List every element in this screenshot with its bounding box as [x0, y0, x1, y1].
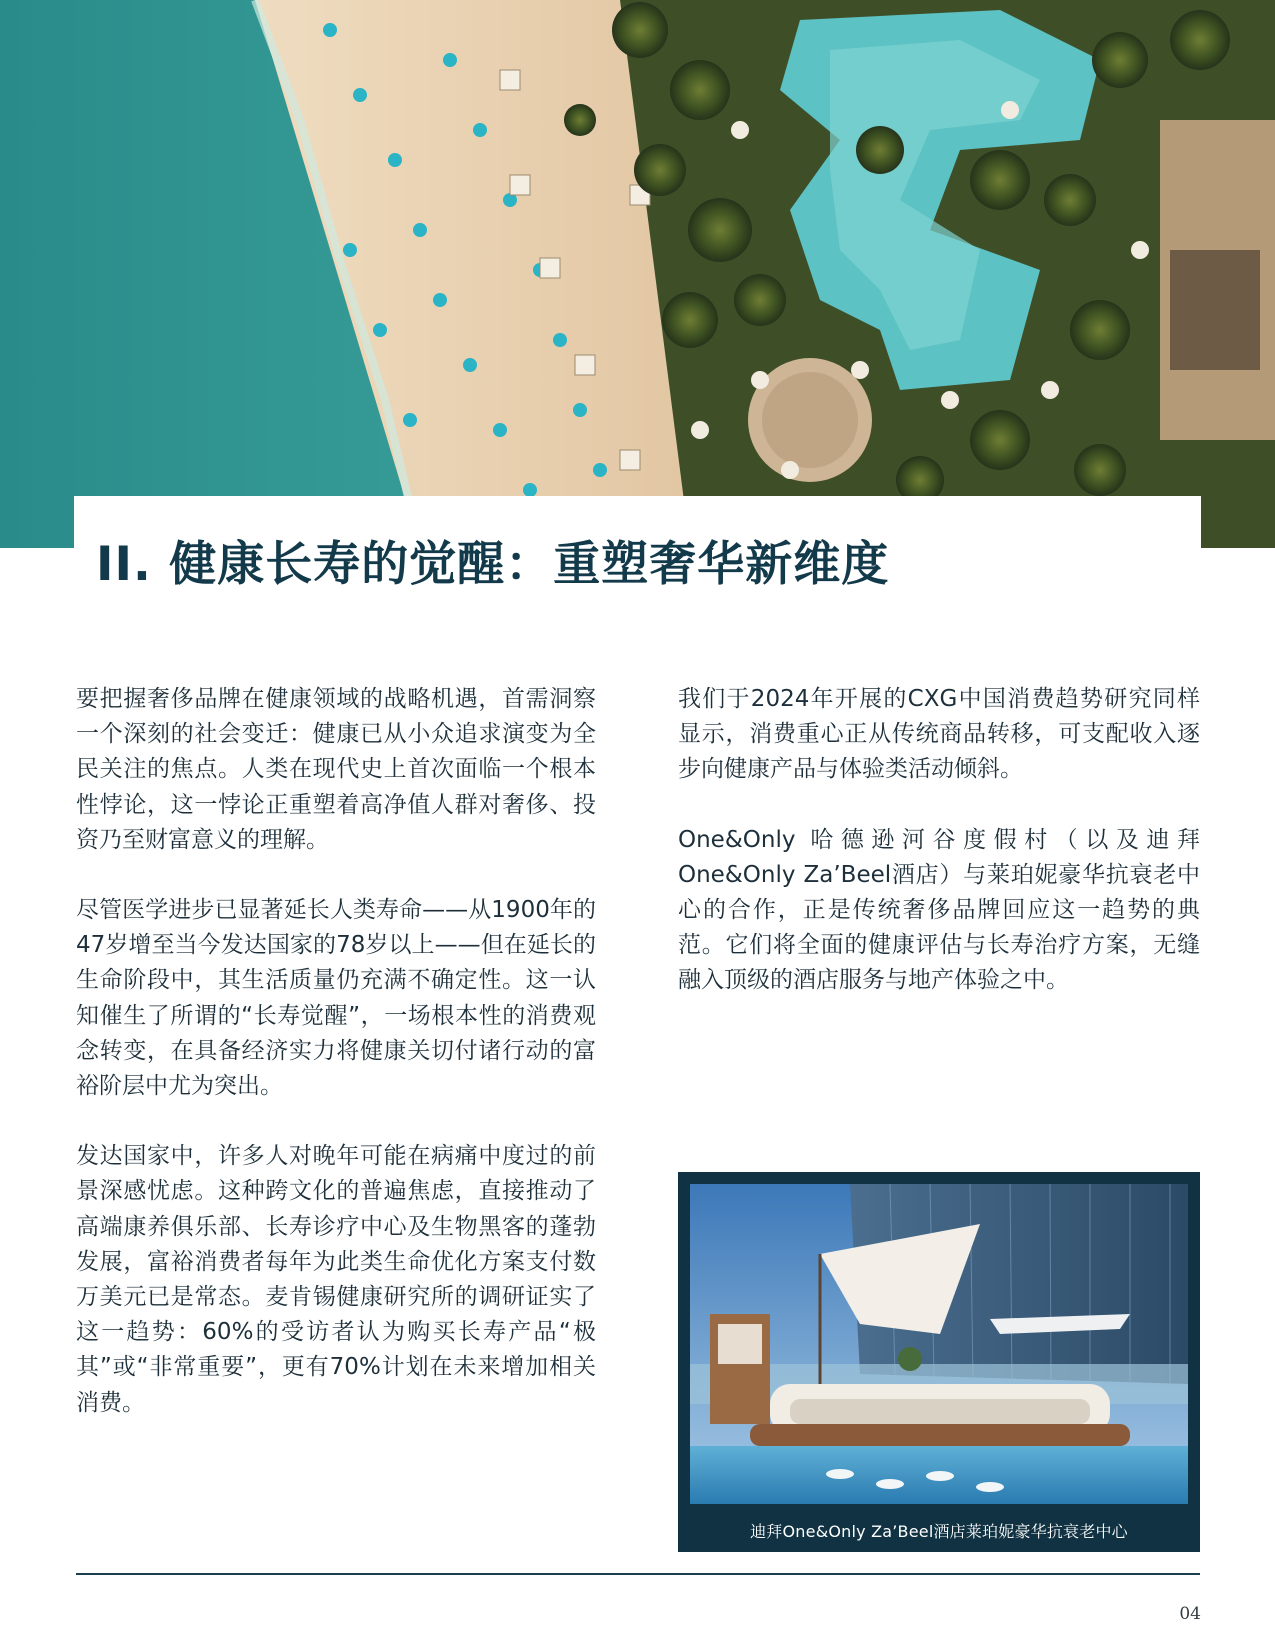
right-text-column [678, 682, 1200, 1034]
left-text-column [76, 682, 596, 1456]
paragraph: 尽管医学进步已显著延长人类寿命——从1900年的47岁增至当今发达国家的78岁以上——但在延长的生命阶段中，其生活质量仍充满不确定性。这一认知催生了所谓的“长寿觉醒”，一场根本性的消费观念转变，在具备经济实力将健康关切付诸行动的富裕阶层中尤为突出。 [76, 897, 596, 1100]
section-title: II. 健康长寿的觉醒：重塑奢华新维度 [96, 537, 890, 592]
aerial-beach-resort-illustration [0, 0, 1275, 548]
paragraph: 发达国家中，许多人对晚年可能在病痛中度过的前景深感忧虑。这种跨文化的普遍焦虑，直接推动了高端康养俱乐部、长寿诊疗中心及生物黑客的蓬勃发展，富裕消费者每年为此类生命优化方案支付数万美元已是常态。麦肯锡健康研究所的调研证实了这一趋势：60%的受访者认为购买长寿产品“极其”或“非常重要”，更有70%计划在未来增加相关消费。 [76, 1143, 596, 1416]
footer-divider [76, 1573, 1200, 1575]
figure-card [678, 1172, 1200, 1552]
rooftop-pool-illustration [690, 1184, 1188, 1504]
paragraph: 我们于2024年开展的CXG中国消费趋势研究同样显示，消费重心正从传统商品转移，可支配收入逐步向健康产品与体验类活动倾斜。 [678, 686, 1200, 783]
rooftop-pool-photo [690, 1184, 1188, 1504]
paragraph: One&Only 哈德逊河谷度假村（以及迪拜One&Only Za’Beel酒店）与莱珀妮豪华抗衰老中心的合作，正是传统奢侈品牌回应这一趋势的典范。它们将全面的健康评估与长寿治疗方案，无缝融入顶级的酒店服务与地产体验之中。 [678, 826, 1200, 994]
figure-caption: 迪拜One&Only Za’Beel酒店莱珀妮豪华抗衰老中心 [750, 1522, 1128, 1541]
paragraph: 要把握奢侈品牌在健康领域的战略机遇，首需洞察一个深刻的社会变迁：健康已从小众追求演变为全民关注的焦点。人类在现代史上首次面临一个根本性悖论，这一悖论正重塑着高净值人群对奢侈、投资乃至财富意义的理解。 [76, 686, 596, 853]
page-number: 04 [1179, 1604, 1201, 1624]
hero-aerial-image [0, 0, 1275, 548]
